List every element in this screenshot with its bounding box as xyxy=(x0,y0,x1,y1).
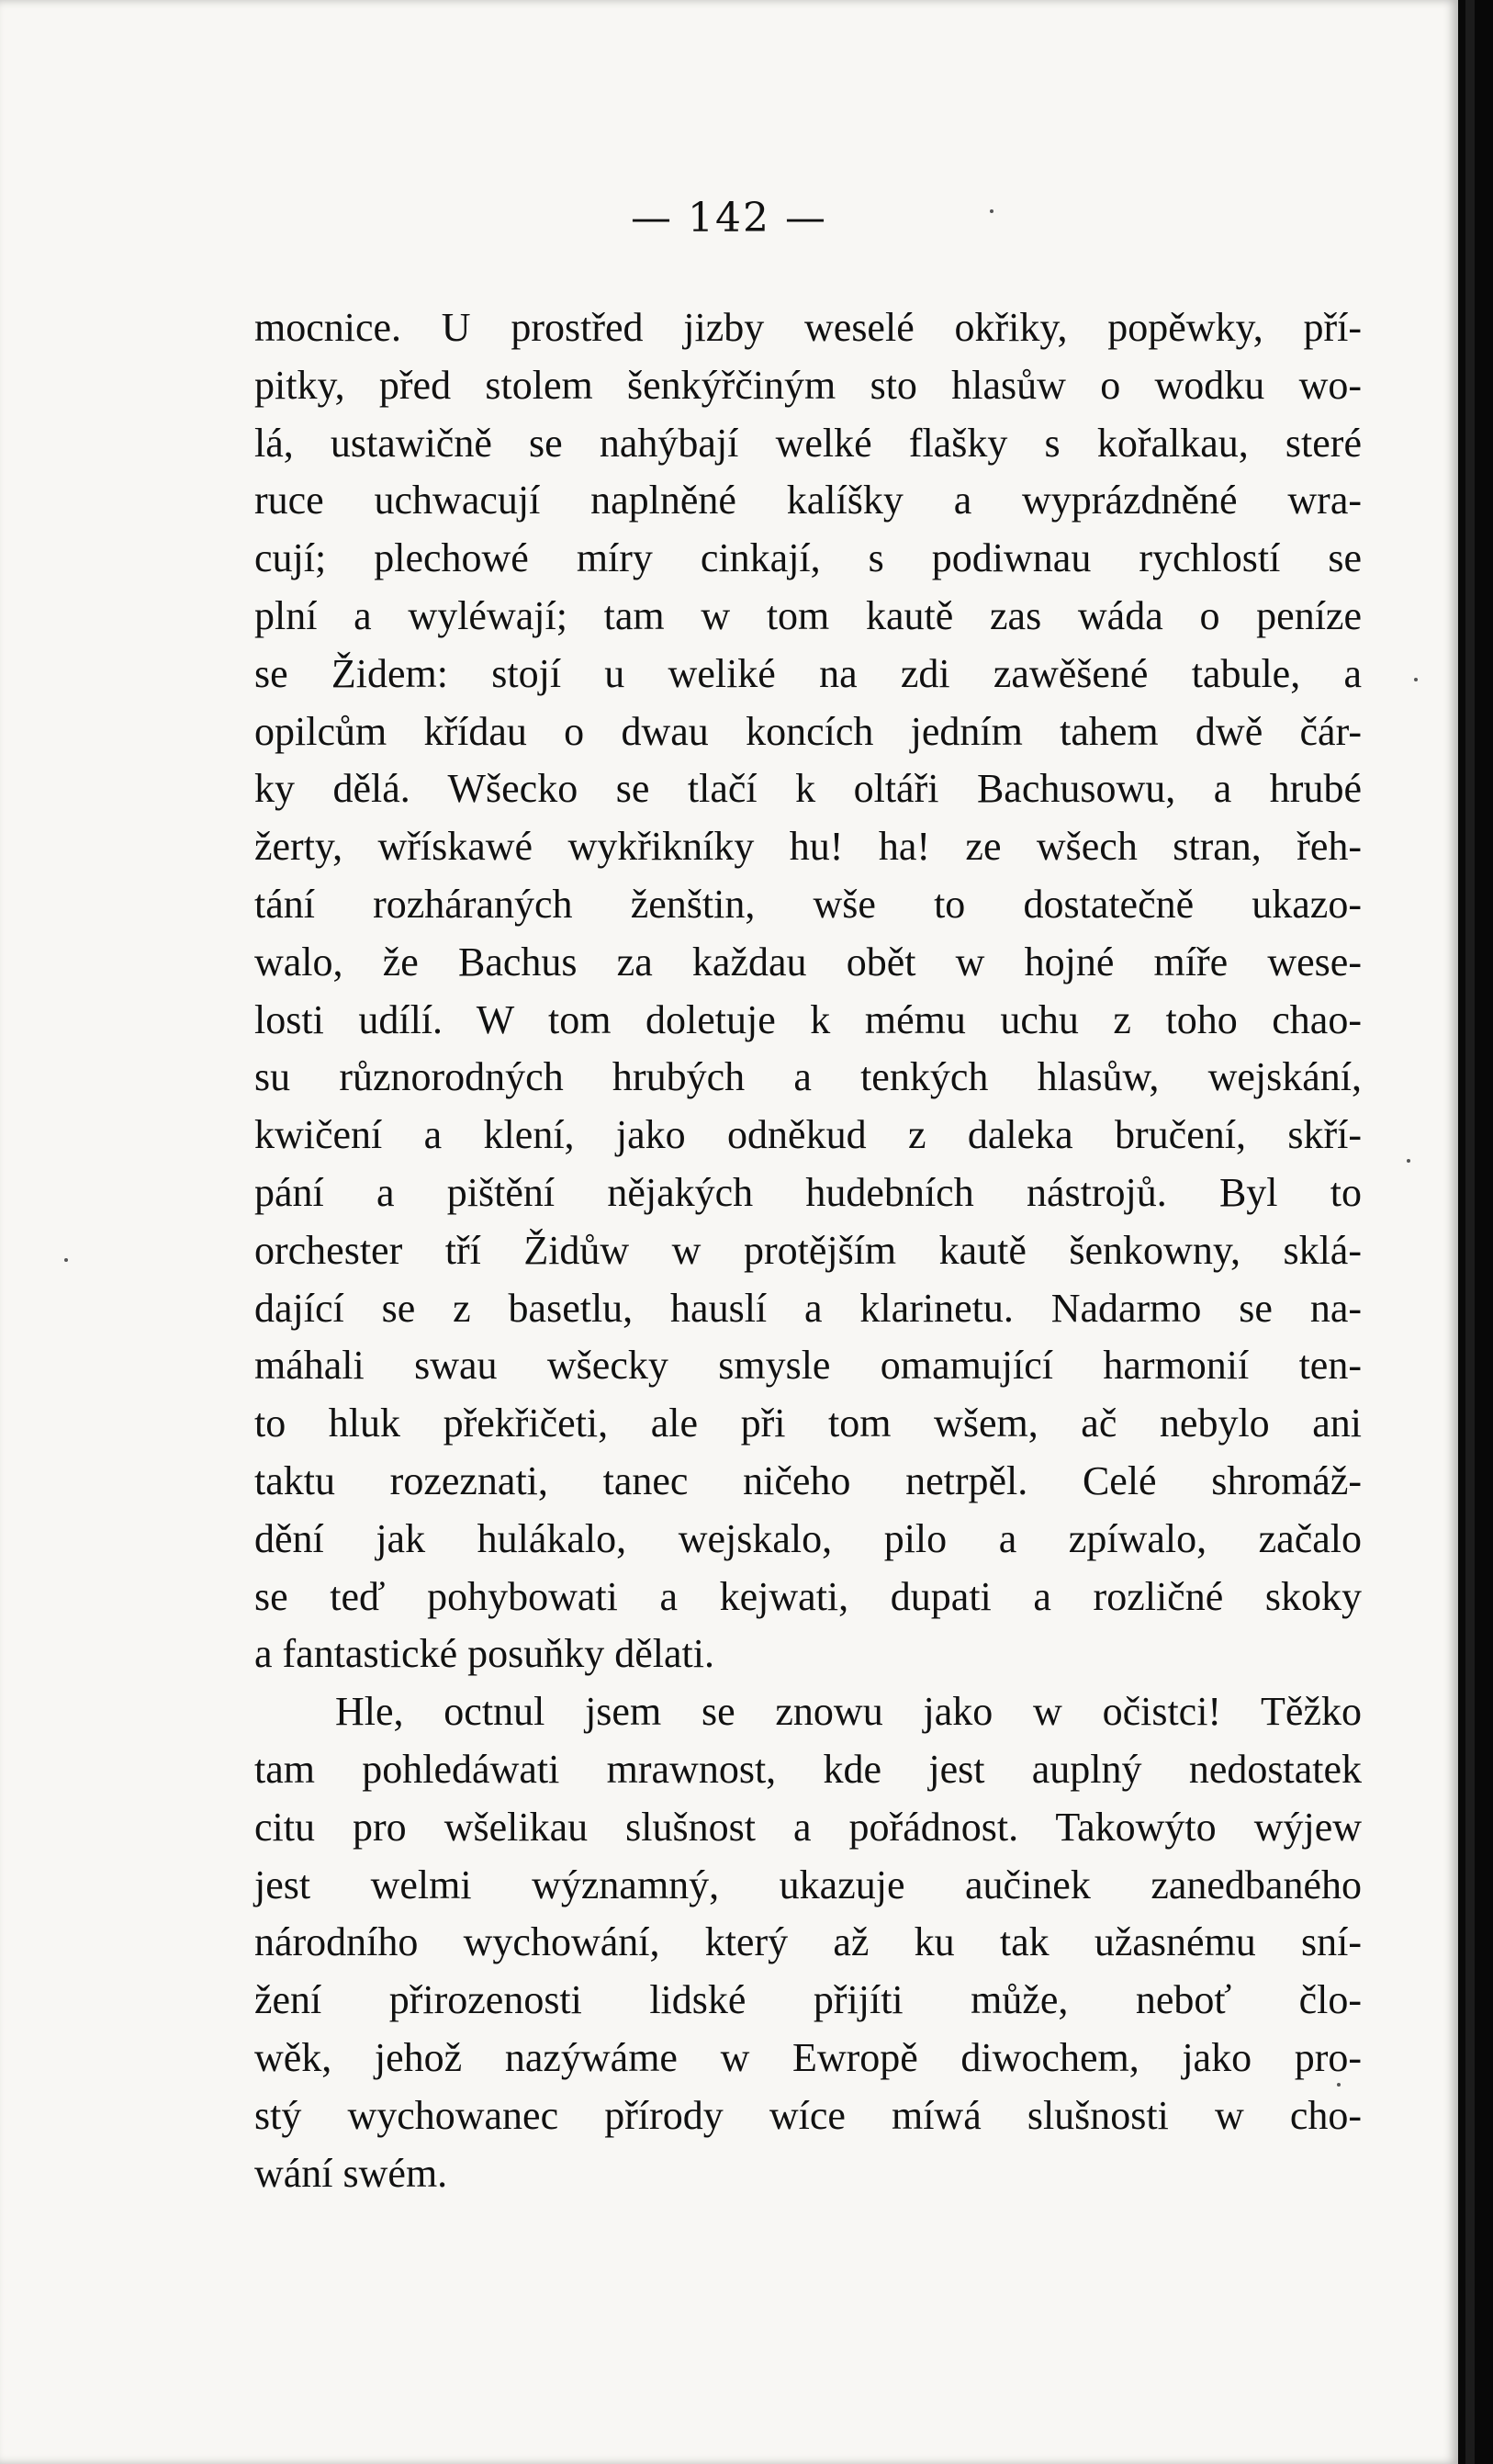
text-line: pání a pištění nějakých hudebních nástrojů. Byl to xyxy=(254,1169,1362,1215)
text-line: wání swém. xyxy=(254,2150,448,2196)
text-line: jest welmi wýznamný, ukazuje aučinek zanedbaného xyxy=(254,1862,1362,1907)
text-line: opilcům křídau o dwau koncích jedním tahem dwě čár- xyxy=(254,708,1362,754)
text-line: losti udílí. W tom doletuje k mému uchu z toho chao- xyxy=(254,996,1362,1042)
text-line: dající se z basetlu, hauslí a klarinetu. Nadarmo se na- xyxy=(254,1285,1362,1331)
text-line: su různorodných hrubých a tenkých hlasůw, wejskání, xyxy=(254,1054,1362,1100)
text-line: taktu rozeznati, tanec ničeho netrpěl. Celé shromáž- xyxy=(254,1457,1362,1503)
text-line: ky dělá. Wšecko se tlačí k oltáři Bachusowu, a hrubé xyxy=(254,766,1362,812)
paper-speck xyxy=(1407,1159,1410,1163)
text-line: tam pohledáwati mrawnost, kde jest auplný nedostatek xyxy=(254,1746,1362,1792)
text-line: žení přirozenosti lidské přijíti může, neboť člo- xyxy=(254,1977,1362,2023)
paper-speck xyxy=(1414,678,1418,681)
body-text xyxy=(254,299,1362,2202)
text-line: pitky, před stolem šenkýřčiným sto hlasůw o wodku wo- xyxy=(254,362,1362,408)
paper-speck xyxy=(64,1258,68,1262)
text-line: lá, ustawičně se nahýbají welké flašky s kořalkau, steré xyxy=(254,420,1362,466)
page-number: — 142 — xyxy=(631,195,827,242)
text-line: kwičení a klení, jako odněkud z daleka bručení, skří- xyxy=(254,1112,1362,1158)
text-line: citu pro wšelikau slušnost a pořádnost. Takowýto wýjew xyxy=(254,1804,1362,1850)
text-line: žerty, wřískawé wykřikníky hu! ha! ze wšech stran, řeh- xyxy=(254,824,1362,870)
book-edge xyxy=(1458,0,1493,2464)
text-line: ruce uchwacují naplněné kalíšky a wyprázdněné wra- xyxy=(254,478,1362,523)
book-edge-strip xyxy=(1465,0,1475,2464)
text-line: plní a wyléwají; tam w tom kautě zas wáda o peníze xyxy=(254,592,1362,638)
text-line: to hluk překřičeti, ale při tom wšem, ač nebylo ani xyxy=(254,1401,1362,1446)
text-line: dění jak hulákalo, wejskalo, pilo a zpíwalo, začalo xyxy=(254,1515,1362,1561)
text-line: wěk, jehož nazýwáme w Ewropě diwochem, jako pro- xyxy=(254,2034,1362,2080)
text-line: mocnice. U prostřed jizby weselé okřiky, popěwky, pří- xyxy=(254,305,1362,350)
text-line: cují; plechowé míry cinkají, s podiwnau rychlostí se xyxy=(254,535,1362,581)
text-line: stý wychowanec přírody wíce míwá slušnosti w cho- xyxy=(254,2092,1362,2138)
paper-speck xyxy=(990,209,993,213)
text-line: Hle, octnul jsem se znowu jako w očistci! Těžko xyxy=(335,1689,1362,1735)
text-line: máhali swau wšecky smysle omamující harmonií ten- xyxy=(254,1343,1362,1389)
text-line: se teď pohybowati a kejwati, dupati a rozličné skoky xyxy=(254,1573,1362,1619)
text-line: se Židem: stojí u weliké na zdi zawěšené tabule, a xyxy=(254,650,1362,696)
text-line: tání rozháraných ženštin, wše to dostatečně ukazo- xyxy=(254,881,1362,927)
text-line: a fantastické posuňky dělati. xyxy=(254,1631,714,1677)
paper-speck xyxy=(1337,2083,1341,2087)
text-line: walo, že Bachus za každau obět w hojné míře wese- xyxy=(254,939,1362,984)
text-line: orchester tří Židůw w protějším kautě šenkowny, sklá- xyxy=(254,1227,1362,1273)
text-line: národního wychowání, který až ku tak užasnému sní- xyxy=(254,1919,1362,1965)
